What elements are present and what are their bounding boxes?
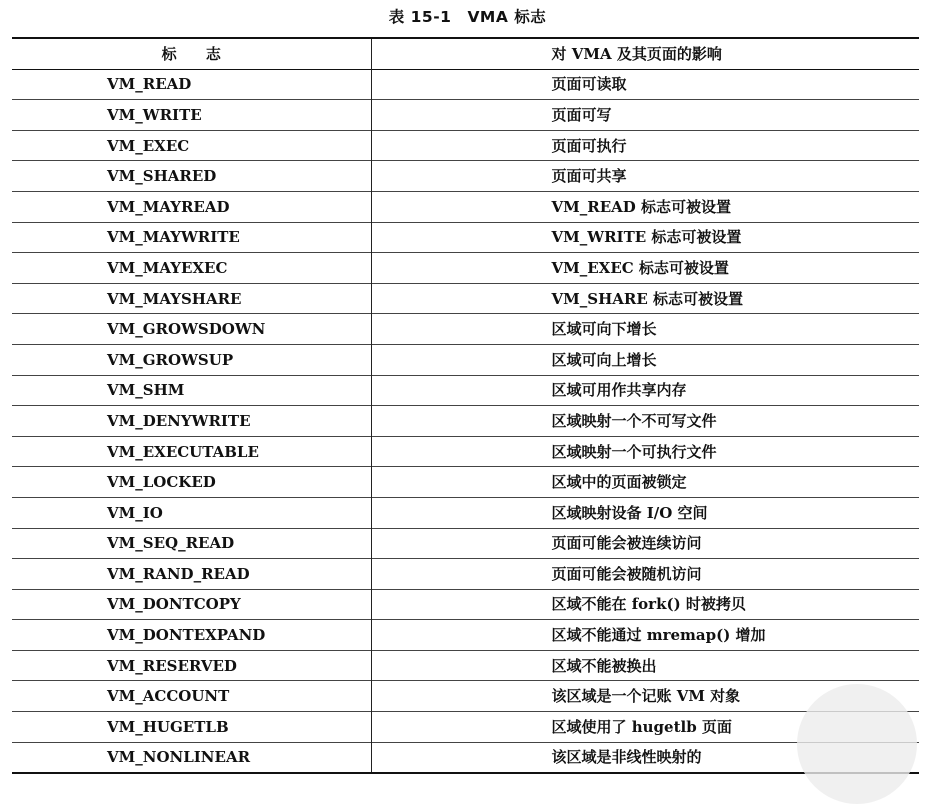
effect-cell: 区域使用了 hugetlb 页面 xyxy=(551,717,732,736)
flag-cell: VM_GROWSDOWN xyxy=(12,314,371,345)
table-row xyxy=(12,589,919,620)
table-caption xyxy=(0,6,935,28)
flag-cell: VM_SHM xyxy=(12,375,371,406)
effect-cell: 区域中的页面被锁定 xyxy=(551,473,687,492)
flag-cell: VM_SEQ_READ xyxy=(12,528,371,559)
effect-column-header: 对 VMA 及其页面的影响 xyxy=(551,44,722,63)
table-row xyxy=(12,100,919,131)
flag-cell: VM_MAYEXEC xyxy=(12,253,371,284)
table-row xyxy=(12,161,919,192)
flag-cell: VM_DONTEXPAND xyxy=(12,620,371,651)
flag-cell: VM_WRITE xyxy=(12,100,371,131)
flag-cell: VM_RAND_READ xyxy=(12,559,371,590)
flag-cell: VM_EXEC xyxy=(12,130,371,161)
effect-cell: 区域不能被换出 xyxy=(551,656,657,675)
table-title: VMA 标志 xyxy=(467,8,547,26)
flag-cell: VM_MAYWRITE xyxy=(12,222,371,253)
effect-cell: 页面可能会被连续访问 xyxy=(551,534,702,553)
flag-cell: VM_ACCOUNT xyxy=(12,681,371,712)
effect-cell: 区域映射设备 I/O 空间 xyxy=(551,503,708,522)
effect-cell: 区域映射一个不可写文件 xyxy=(551,411,717,430)
flag-cell: VM_EXECUTABLE xyxy=(12,436,371,467)
table-row xyxy=(12,344,919,375)
effect-cell: VM_WRITE 标志可被设置 xyxy=(551,228,742,247)
effect-cell: 区域可向下增长 xyxy=(551,320,657,339)
effect-cell: 页面可共享 xyxy=(551,167,627,186)
table-row xyxy=(12,69,919,100)
table-row xyxy=(12,467,919,498)
effect-cell: VM_SHARE 标志可被设置 xyxy=(551,289,744,308)
table-row xyxy=(12,681,919,712)
effect-cell: 区域可用作共享内存 xyxy=(551,381,687,400)
table-number: 表 15-1 xyxy=(388,8,452,26)
table-row xyxy=(12,406,919,437)
flag-cell: VM_DENYWRITE xyxy=(12,406,371,437)
flag-cell: VM_NONLINEAR xyxy=(12,742,371,773)
flag-cell: VM_RESERVED xyxy=(12,650,371,681)
vma-flags-table xyxy=(12,37,919,774)
table-row xyxy=(12,191,919,222)
effect-cell: 区域不能在 fork() 时被拷贝 xyxy=(551,595,746,614)
flag-cell: VM_MAYREAD xyxy=(12,191,371,222)
flag-column-header: 标 志 xyxy=(12,38,371,69)
header-row xyxy=(12,38,919,69)
table-row xyxy=(12,620,919,651)
table-row xyxy=(12,130,919,161)
effect-cell: VM_EXEC 标志可被设置 xyxy=(551,258,729,277)
table-row xyxy=(12,712,919,743)
flag-cell: VM_LOCKED xyxy=(12,467,371,498)
flag-cell: VM_DONTCOPY xyxy=(12,589,371,620)
table-row xyxy=(12,528,919,559)
flag-cell: VM_GROWSUP xyxy=(12,344,371,375)
table-row xyxy=(12,314,919,345)
effect-cell: 页面可执行 xyxy=(551,136,627,155)
flag-cell: VM_READ xyxy=(12,69,371,100)
effect-cell: 该区域是非线性映射的 xyxy=(551,748,702,767)
effect-cell: 该区域是一个记账 VM 对象 xyxy=(551,687,741,706)
effect-cell: 区域可向上增长 xyxy=(551,350,657,369)
effect-cell: VM_READ 标志可被设置 xyxy=(551,197,732,216)
table-row xyxy=(12,375,919,406)
table-row xyxy=(12,650,919,681)
flag-cell: VM_SHARED xyxy=(12,161,371,192)
table-row xyxy=(12,222,919,253)
flag-cell: VM_IO xyxy=(12,497,371,528)
watermark-seal xyxy=(797,684,917,804)
effect-cell: 区域不能通过 mremap() 增加 xyxy=(551,626,766,645)
effect-cell: 区域映射一个可执行文件 xyxy=(551,442,717,461)
flag-cell: VM_HUGETLB xyxy=(12,712,371,743)
table-row xyxy=(12,559,919,590)
effect-cell: 页面可能会被随机访问 xyxy=(551,564,702,583)
table-row xyxy=(12,742,919,773)
table-row xyxy=(12,497,919,528)
effect-cell: 页面可读取 xyxy=(551,75,627,94)
effect-cell: 页面可写 xyxy=(551,105,612,124)
table-row xyxy=(12,436,919,467)
table-row xyxy=(12,283,919,314)
table-row xyxy=(12,253,919,284)
flag-cell: VM_MAYSHARE xyxy=(12,283,371,314)
